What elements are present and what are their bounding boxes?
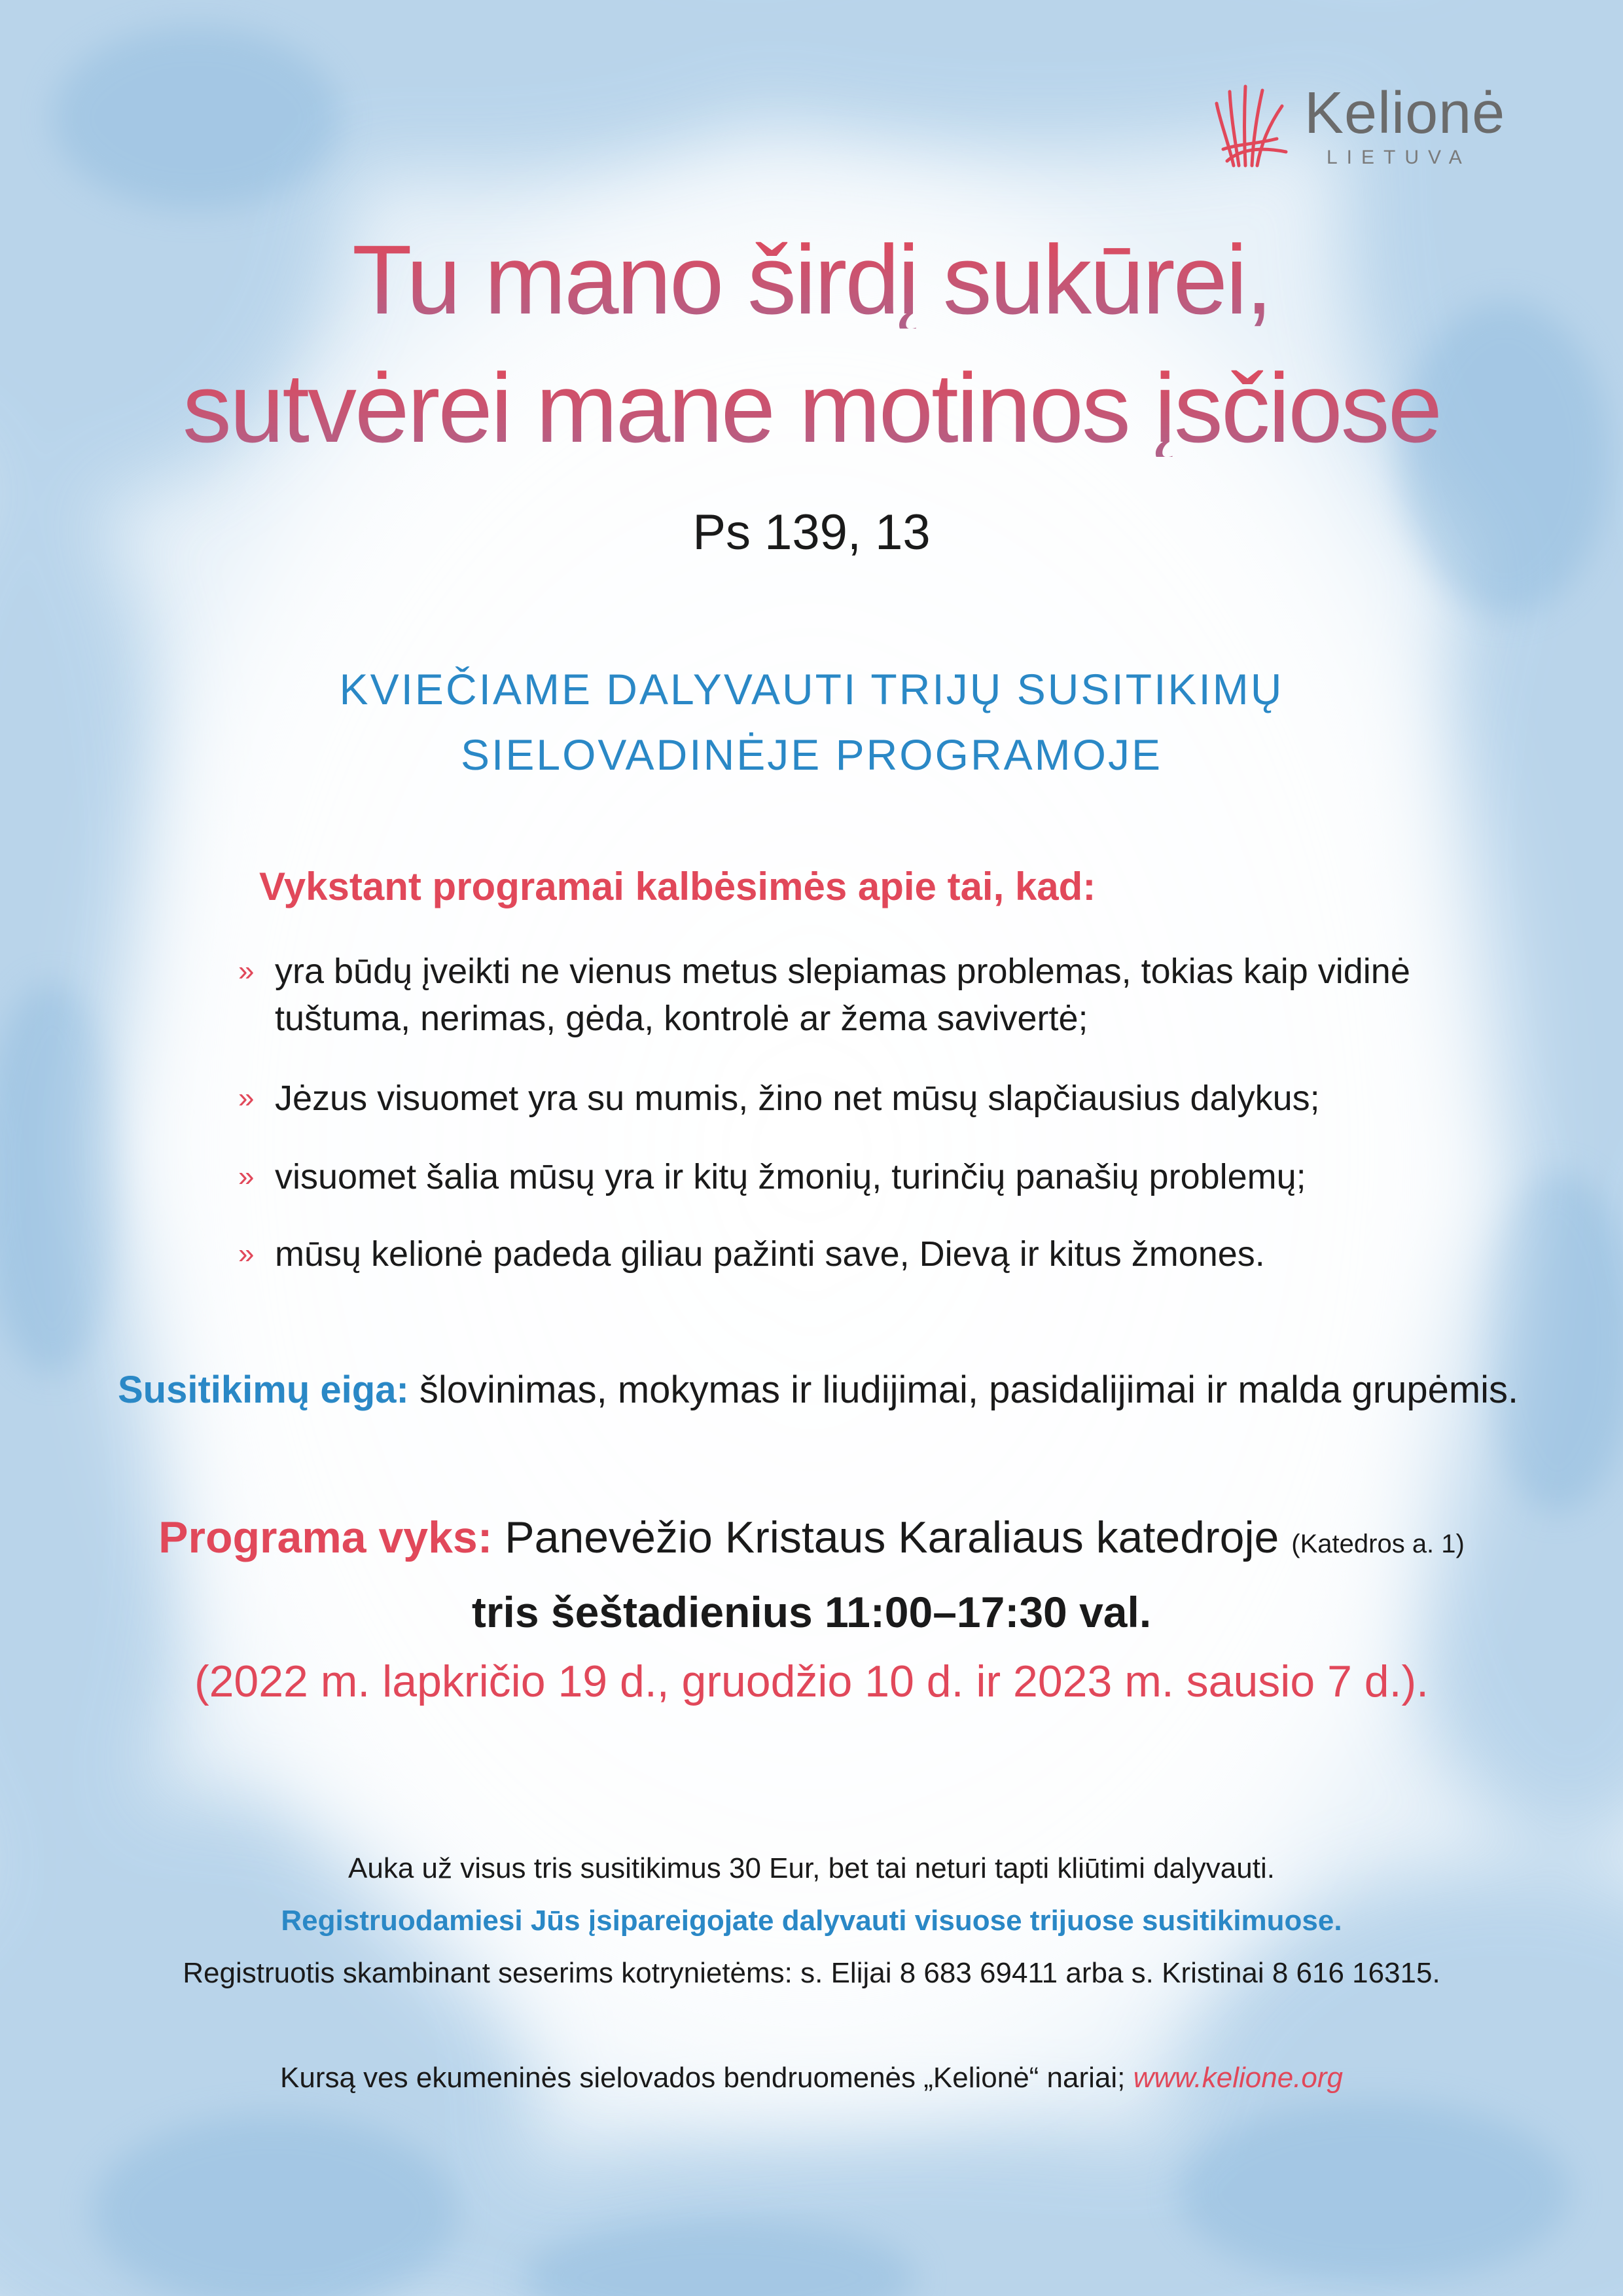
invitation-line-2: SIELOVADINĖJE PROGRAMOJE (461, 730, 1162, 779)
list-item-text: mūsų kelionė padeda giliau pažinti save, Dievą ir kitus žmones. (275, 1234, 1265, 1274)
website-link[interactable]: www.kelione.org (1133, 2062, 1343, 2094)
bullet-marker-icon: » (238, 1160, 255, 1193)
reed-rays-icon (1214, 84, 1293, 169)
meeting-flow-text: šlovinimas, mokymas ir liudijimai, pasidalijimai ir malda grupėmis. (408, 1369, 1519, 1411)
registration-info: Registruotis skambinant seserims kotrynietėms: s. Elijai 8 683 69411 arba s. Kristinai 8 616 16315. (183, 1957, 1440, 1989)
bullet-marker-icon: » (238, 1082, 255, 1114)
leaders-note (0, 2062, 1623, 2094)
bullet-marker-icon: » (238, 1238, 255, 1270)
bullet-marker-icon: » (238, 955, 255, 987)
venue-place: Panevėžio Kristaus Karaliaus katedroje (492, 1513, 1292, 1562)
invitation-line-1: KVIEČIAME DALYVAUTI TRIJŲ SUSITIKIMŲ (339, 665, 1284, 713)
meeting-flow (118, 1368, 1518, 1412)
headline-line-2: sutvėrei mane motinos įsčiose (0, 359, 1623, 457)
scripture-reference: Ps 139, 13 (692, 505, 931, 560)
meeting-flow-label: Susitikimų eiga: (118, 1369, 409, 1411)
list-item-text: Jėzus visuomet yra su mumis, žino net mūsų slapčiausius dalykus; (275, 1079, 1320, 1118)
list-item-text: yra būdų įveikti ne vienus metus slepiamas problemas, tokias kaip vidinė tuštuma, nerimas, gėda, kontrolė ar žema savivertė; (275, 952, 1410, 1038)
logo-wordmark: Kelionė (1304, 81, 1506, 146)
leaders-text: Kursą ves ekumeninės sielovados bendruomenės „Kelionė“ nariai; (280, 2062, 1133, 2094)
venue-address: (Katedros a. 1) (1291, 1530, 1465, 1558)
venue (0, 1512, 1623, 1563)
session-times: tris šeštadienius 11:00–17:30 val. (471, 1588, 1152, 1636)
brand-logo (1214, 77, 1515, 175)
session-dates: (2022 m. lapkričio 19 d., gruodžio 10 d. ir 2023 m. sausio 7 d.). (194, 1657, 1429, 1706)
logo-subtitle: LIETUVA (1327, 147, 1471, 168)
commitment-note: Registruodamiesi Jūs įsipareigojate dalyvauti visuose trijuose susitikimuose. (281, 1905, 1342, 1937)
donation-note: Auka už visus tris susitikimus 30 Eur, bet tai neturi tapti kliūtimi dalyvauti. (348, 1852, 1275, 1884)
topics-lead: Vykstant programai kalbėsimės apie tai, kad: (259, 865, 1096, 908)
headline-line-1: Tu mano širdį sukūrei, (0, 230, 1623, 329)
venue-label: Programa vyks: (158, 1513, 493, 1562)
list-item-text: visuomet šalia mūsų yra ir kitų žmonių, turinčių panašių problemų; (275, 1157, 1306, 1196)
